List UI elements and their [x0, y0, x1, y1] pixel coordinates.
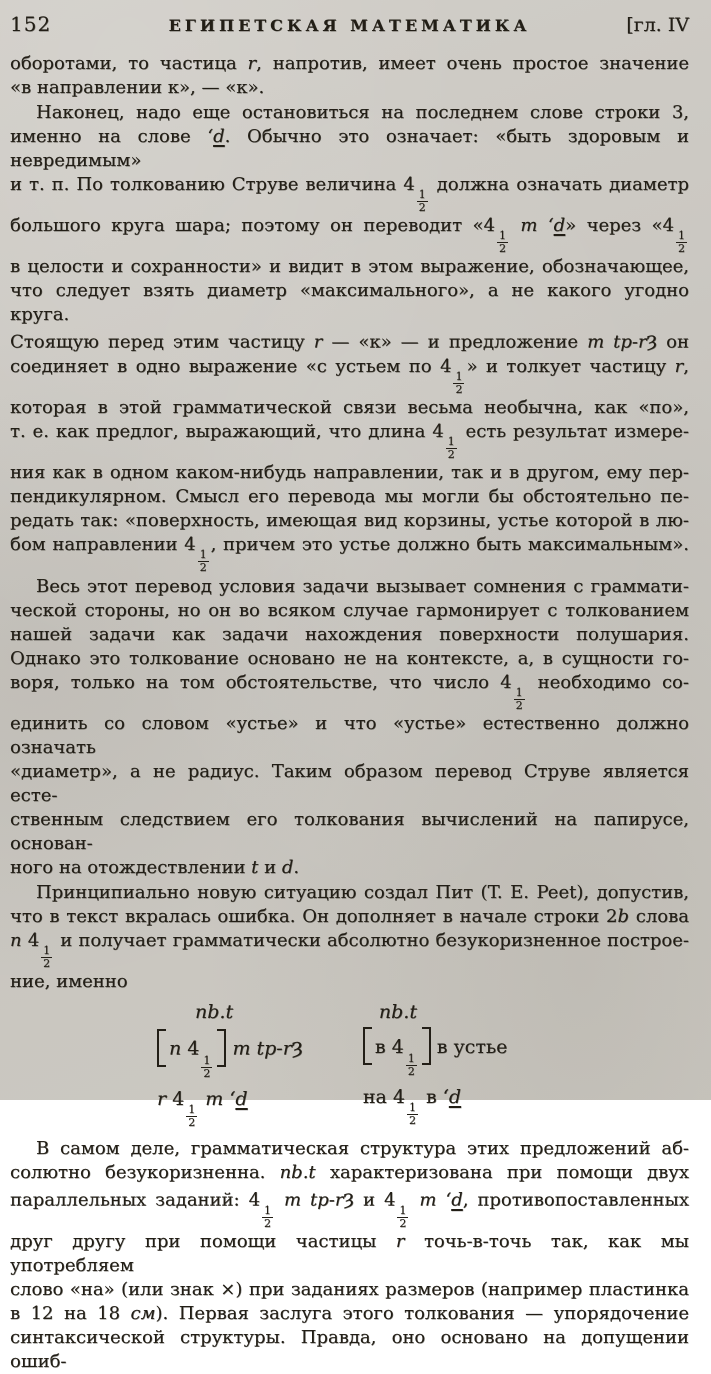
transliteration: r [313, 331, 323, 353]
text-line: слово «на» (или знак ×) при заданиях размеров (например пластинка [10, 1278, 689, 1300]
page-number: 152 [10, 12, 52, 36]
transliteration-underlined: d [235, 1087, 248, 1110]
fraction-one-half: $\frac{1}{2}$ [199, 548, 207, 575]
text-line: синтаксической структуры. Правда, оно основано на допущении ошиб- [10, 1326, 689, 1372]
paragraph [10, 575, 689, 880]
chapter-label: [гл. IV [626, 14, 689, 36]
right-bracket [217, 1029, 226, 1067]
text-line: что следует взять диаметр «максимального», а не какого угодно круга. [10, 280, 689, 326]
text-line: Стоящую перед этим частицу r — «к» — и предложение m tp-rȝ он [10, 327, 689, 353]
transliteration: nb.t [279, 1162, 316, 1184]
text-line: именно на слове ‘d. Обычно это означает: «быть здоровым и невредимым» [10, 126, 690, 171]
text-line: в целости и сохранности» и видит в этом выражение, обозначающее, [10, 256, 689, 278]
text-line: ственным следствием его толкования вычислений на папирусе, основан- [10, 809, 689, 855]
text-line: оборотами, то частица r, напротив, имеет очень простое значение [10, 53, 689, 74]
text-line: что в текст вкралась ошибка. Он дополняет в начале строки 2b слова [10, 906, 689, 928]
formula-line: n 4 $\frac{1}{2}$ m tp-rȝ [157, 1024, 303, 1079]
transliteration-underlined: d [448, 1085, 462, 1108]
fraction-one-half: $\frac{1}{2}$ [498, 229, 506, 256]
text-line: ния как в одном каком-нибудь направлении, так и в другом, ему пер- [10, 461, 689, 483]
transliteration: ‘ [445, 1189, 452, 1211]
transliteration: ‘ [547, 215, 554, 237]
formula-column-right [363, 1000, 508, 1129]
text-line: «в направлении к», — «к». [10, 77, 265, 98]
formula-line: на 4 $\frac{1}{2}$ в ‘d [362, 1085, 462, 1128]
paragraph [10, 881, 689, 994]
text-line: друг другу при помощи частицы r точь-в-точь так, как мы употребляем [10, 1230, 689, 1276]
formula-line: в 4 $\frac{1}{2}$ в устье [363, 1024, 508, 1078]
right-bracket [422, 1027, 431, 1065]
text-line: ного на отождествлении t и d. [10, 857, 300, 879]
transliteration: r [395, 1230, 405, 1252]
transliteration-underlined: d [553, 215, 566, 237]
paragraph [10, 1137, 689, 1374]
text-line: и т. п. По толкованию Струве величина 4 $\frac{1}{2}$ должна означать диаметр [10, 174, 689, 215]
left-bracket [157, 1029, 166, 1067]
text-line: параллельных заданий: 4 $\frac{1}{2}$ m tp-rȝ и 4 $\frac{1}{2}$ m ‘d, противопоставленных [10, 1185, 689, 1230]
text-line: n 4 $\frac{1}{2}$ и получает грамматически абсолютно безукоризненное построе- [10, 930, 689, 971]
formula-column-left [157, 1000, 303, 1129]
text-line: Наконец, надо еще остановиться на последнем слове строки 3, [36, 102, 689, 123]
transliteration: m tp-r [232, 1037, 292, 1060]
transliteration: nb.t [378, 1001, 417, 1024]
transliteration: ‘ [229, 1087, 236, 1110]
egyptian-aleph-glyph: ȝ [646, 327, 658, 352]
fraction-one-half: $\frac{1}{2}$ [447, 434, 455, 461]
left-bracket [363, 1027, 372, 1065]
fraction-one-half: $\frac{1}{2}$ [418, 188, 426, 215]
fraction-one-half: $\frac{1}{2}$ [409, 1101, 417, 1128]
transliteration: ‘ [442, 1085, 449, 1108]
fraction-one-half: $\frac{1}{2}$ [407, 1051, 415, 1078]
egyptian-aleph-glyph: ȝ [343, 1185, 355, 1210]
text-line: Однако это толкование основано не на контексте, а, в сущности го- [10, 648, 689, 670]
text-line: редать так: «поверхность, имеющая вид корзины, устье которой в лю- [10, 509, 689, 531]
formula-line: r 4 $\frac{1}{2}$ m ‘d [157, 1087, 248, 1130]
transliteration: nb.t [195, 1001, 234, 1024]
text-line: ние, именно [10, 971, 128, 993]
text-line: Принципиально новую ситуацию создал Пит (T. E. Peet), допустив, [36, 882, 689, 904]
running-title: ЕГИПЕТСКАЯ МАТЕМАТИКА [168, 16, 531, 35]
fraction-one-half: $\frac{1}{2}$ [188, 1103, 196, 1130]
formula-line [157, 1000, 303, 1024]
fraction-one-half: $\frac{1}{2}$ [515, 686, 523, 713]
text-line: Весь этот перевод условия задачи вызывает сомнения с граммати- [36, 576, 689, 598]
text-line: «диаметр», а не радиус. Таким образом перевод Струве является есте- [10, 761, 689, 807]
text-line: в 12 на 18 см). Первая заслуга этого толкования — упорядочение [10, 1302, 689, 1324]
text-line: ческой стороны, но он во всяком случае гармонирует с толкованием [10, 600, 689, 622]
transliteration: r [247, 53, 257, 74]
transliteration: m [205, 1087, 224, 1110]
transliteration-underlined: d [451, 1189, 463, 1211]
text-line: пендикулярном. Смысл его перевода мы могли бы обстоятельно пе- [10, 485, 689, 507]
paragraph [10, 101, 689, 574]
paragraph [10, 52, 689, 100]
transliteration: b [617, 906, 630, 928]
transliteration: m [419, 1189, 437, 1211]
transliteration-formula-block [10, 1000, 689, 1129]
transliteration: r [674, 355, 684, 377]
transliteration: t [251, 857, 259, 879]
fraction-one-half: $\frac{1}{2}$ [455, 369, 463, 396]
fraction-one-half: $\frac{1}{2}$ [264, 1203, 272, 1230]
text-line: воря, только на том обстоятельстве, что число 4 $\frac{1}{2}$ необходимо со- [10, 672, 689, 713]
text-line: большого круга шара; поэтому он переводит «4 $\frac{1}{2}$ m ‘d» через «4 $\frac{1}{2}$ [10, 215, 686, 256]
text-line: нашей задачи как задачи нахождения поверхности полушария. [10, 624, 689, 646]
transliteration: r [157, 1087, 167, 1110]
fraction-one-half: $\frac{1}{2}$ [678, 229, 686, 256]
transliteration: m tp-r [284, 1189, 344, 1211]
formula-line [363, 1000, 508, 1024]
fraction-one-half: $\frac{1}{2}$ [203, 1053, 211, 1080]
text-line: соединяет в одно выражение «с устьем по 4 $\frac{1}{2}$ » и толкует частицу r, [10, 355, 689, 396]
page-body [10, 52, 689, 1374]
page-header [10, 12, 689, 36]
transliteration: m [520, 215, 538, 237]
transliteration-underlined: d [213, 126, 225, 147]
text-line: солютно безукоризненна. nb.t характеризована при помощи двух [10, 1162, 689, 1184]
transliteration: n [10, 930, 22, 952]
transliteration: ‘ [207, 126, 214, 147]
text-line: В самом деле, грамматическая структура этих предложений аб- [36, 1138, 689, 1160]
text-line: единить со словом «устье» и что «устье» естественно должно означать [10, 713, 689, 759]
fraction-one-half: $\frac{1}{2}$ [399, 1203, 407, 1230]
transliteration: n [169, 1037, 182, 1060]
text-line: бом направлении 4 $\frac{1}{2}$ , причем это устье должно быть максимальным». [10, 533, 689, 575]
fraction-one-half: $\frac{1}{2}$ [43, 944, 51, 971]
transliteration: d [281, 857, 294, 879]
text-line: которая в этой грамматической связи весьма необычна, как «по», [10, 396, 689, 418]
transliteration: см [130, 1302, 156, 1324]
transliteration: m tp-r [587, 331, 647, 353]
text-line: т. е. как предлог, выражающий, что длина 4 $\frac{1}{2}$ есть результат измере- [10, 420, 690, 461]
egyptian-aleph-glyph: ȝ [291, 1034, 303, 1060]
